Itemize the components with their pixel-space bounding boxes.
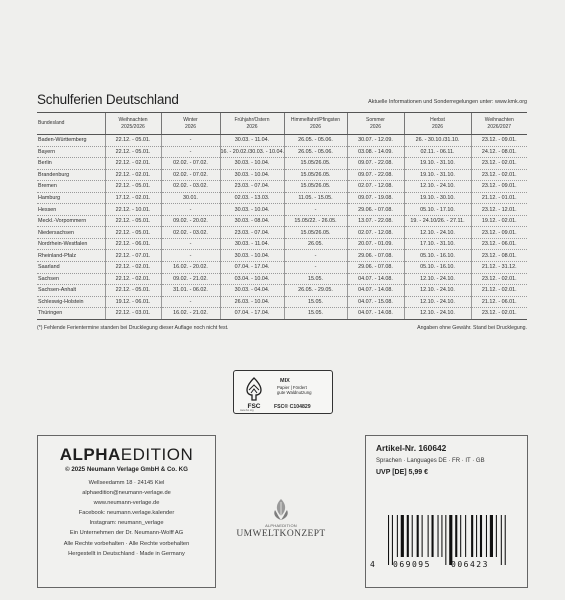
state-name: Baden-Württemberg [37,135,105,147]
holiday-period: 17.12. - 02.01. [105,192,161,204]
barcode-bar [460,515,461,557]
barcode-bar [412,515,413,557]
holiday-period: 30.03. - 10.04. [220,204,284,216]
holiday-period: 15.05/26.05. [284,227,347,239]
column-header-line: 2026 [431,123,444,130]
holiday-period: 04.07. - 14.08. [347,273,404,285]
column-header [347,113,404,135]
barcode-right-digits: 006423 [451,560,489,569]
table-body [37,135,527,320]
holiday-period: 03.04. - 10.04. [220,273,284,285]
column-header [161,113,220,135]
holiday-period: 30.03. - 11.04. [220,135,284,147]
barcode-bar [428,515,429,557]
holiday-period: 29.06. - 07.08. [347,262,404,274]
holiday-period: - [161,238,220,250]
holiday-period: 04.07. - 14.08. [347,285,404,297]
state-name: Bayern [37,146,105,158]
barcode-bar [480,515,482,557]
header-row [37,113,527,135]
holiday-period: - [161,135,220,147]
column-header-line: Winter [183,117,198,123]
holiday-period: 23.03. - 07.04. [220,227,284,239]
column-header-line: 2026/2027 [487,123,512,130]
contact-line: Hergestellt in Deutschland · Made in Germany [68,550,185,557]
holiday-period: 15.05/22. - 26.05. [284,215,347,227]
contact-line: alphaedition@neumann-verlage.de [82,490,171,497]
fsc-line-2: gute Waldnutzung [277,390,312,395]
footnote: (*) Fehlende Ferientermine standen bei Drucklegung dieser Auflage noch nicht fest. [37,325,229,331]
table-header [37,113,527,135]
state-name: Schleswig-Holstein [37,296,105,308]
table-row [37,262,527,274]
holiday-period: 12.10. - 24.10. [404,285,471,297]
umweltkonzept-logo [229,498,333,539]
holiday-period: 03.08. - 14.09. [347,146,404,158]
holiday-period: 15.05. [284,308,347,320]
holiday-period: 26.05. - 29.05. [284,285,347,297]
holiday-period: 30.03. - 11.04. [220,238,284,250]
state-name: Sachsen [37,273,105,285]
holiday-period: 23.12. - 08.01. [471,250,527,262]
barcode-bar [471,515,473,557]
column-header [284,113,347,135]
holiday-period: 21.12. - 31.12. [471,262,527,274]
state-name: Sachsen-Anhalt [37,285,105,297]
barcode-bar [486,515,487,557]
fsc-url: www.fsc.org [240,409,254,412]
column-header-line: Weihnachten [484,117,514,123]
barcode-bar [417,515,419,557]
holiday-period: 07.04. - 17.04. [220,262,284,274]
article-number: Artikel-Nr. 160642 [376,443,447,453]
holiday-period: 20.07. - 01.09. [347,238,404,250]
holiday-period: 30.03. - 10.04. [220,158,284,170]
holiday-period: 12.10. - 24.10. [404,308,471,320]
fsc-description [277,385,329,395]
barcode-bar [505,515,506,565]
state-name: Hessen [37,204,105,216]
holiday-period: 12.10. - 24.10. [404,273,471,285]
logo-bold: ALPHA [59,445,121,464]
barcode-bar [501,515,502,565]
holiday-period: 19.12. - 06.01. [105,296,161,308]
alpha-edition-logo [38,445,215,465]
table-row [37,135,527,147]
holiday-period: 22.12. - 05.01. [105,285,161,297]
table-row [37,238,527,250]
holiday-period: 23.12. - 02.01. [471,273,527,285]
disclaimer: Angaben ohne Gewähr. Stand bei Drucklegung. [417,325,527,331]
publisher-contact [38,478,215,559]
holiday-period: 21.12. - 01.01. [471,192,527,204]
holiday-period: 29.06. - 07.08. [347,204,404,216]
holiday-period: 02.02. - 03.02. [161,181,220,193]
holiday-period: 04.07. - 15.08. [347,296,404,308]
state-name: Rheinland-Pfalz [37,250,105,262]
holiday-period: 05.10. - 16.10. [404,262,471,274]
state-name: Meckl.-Vorpommern [37,215,105,227]
column-header-line: 2026 [184,123,197,130]
contact-line: www.neumann-verlage.de [93,500,160,507]
barcode-bar [490,515,493,557]
holiday-period: - [284,262,347,274]
table-row [37,273,527,285]
state-name: Saarland [37,262,105,274]
fsc-label [233,370,333,414]
column-header-line: 2026 [309,123,322,130]
column-header [404,113,471,135]
barcode-bar [449,515,452,565]
state-name: Brandenburg [37,169,105,181]
fsc-line-1: Papier | Fördert [277,385,307,390]
holiday-period: 26. - 30.10./31.10. [404,135,471,147]
barcode-bar [388,515,389,565]
holiday-period: 22.12. - 06.01. [105,238,161,250]
article-box [365,435,528,588]
holiday-period: 15.05. [284,296,347,308]
holiday-period: 22.12. - 07.01. [105,250,161,262]
contact-line: Ein Unternehmen der Dr. Neumann-Wolff AG [69,530,184,537]
holiday-period: 30.03. - 08.04. [220,215,284,227]
holiday-period: 05.10. - 16.10. [404,250,471,262]
languages: Sprachen · Languages DE · FR · IT · GB [376,458,485,464]
holiday-period: 26.05. [284,238,347,250]
holiday-period: 19.10. - 31.10. [404,158,471,170]
holiday-period: 07.04. - 17.04. [220,308,284,320]
holiday-period: 23.12. - 02.01. [471,308,527,320]
leaf-icon [272,498,290,522]
column-header-line: Himmelfahrt/Pfingsten [290,117,341,123]
holiday-period: 02.07. - 12.08. [347,227,404,239]
holiday-period: 30.07. - 12.09. [347,135,404,147]
holiday-period: 23.03. - 07.04. [220,181,284,193]
column-header-line: Herbst [430,117,445,123]
holiday-period: 30.03. - 10.04. [220,250,284,262]
table-row [37,308,527,320]
barcode-bar [465,515,466,557]
state-name: Nordrhein-Westfalen [37,238,105,250]
fsc-code: FSC® C104829 [274,404,311,410]
holiday-period: 05.10. - 17.10. [404,204,471,216]
holiday-period: 12.10. - 24.10. [404,296,471,308]
barcode-left-digits: 069095 [393,560,431,569]
holiday-period: 23.12. - 09.01. [471,227,527,239]
holiday-period: - [284,204,347,216]
state-name: Berlin [37,158,105,170]
barcode-bar [438,515,439,557]
umwelt-small-label: ALPHAEDITION [265,523,297,528]
holiday-period: 21.12. - 02.01. [471,285,527,297]
holiday-period: 19.12. - 02.01. [471,215,527,227]
page-title: Schulferien Deutschland [37,92,179,107]
holiday-period: 23.12. - 09.01. [471,135,527,147]
holiday-period: 23.12. - 12.01. [471,204,527,216]
holiday-period: 02.02. - 03.02. [161,227,220,239]
barcode-bar [441,515,442,557]
table-row [37,146,527,158]
state-name: Bremen [37,181,105,193]
barcode-bar [392,515,393,565]
barcode-bar [445,515,446,565]
holiday-period: 22.12. - 10.01. [105,204,161,216]
table-row [37,250,527,262]
holiday-period: 02.03. - 13.03. [220,192,284,204]
holiday-period: - [284,250,347,262]
holiday-period: 30.01. [161,192,220,204]
column-header [220,113,284,135]
school-holidays-table [37,112,527,320]
holiday-period: 29.06. - 07.08. [347,250,404,262]
holiday-period: 15.05/26.05. [284,158,347,170]
holiday-period: 22.12. - 05.01. [105,135,161,147]
column-header-line: 2026 [369,123,382,130]
holiday-period: 02.02. - 07.02. [161,169,220,181]
holiday-period: 19.10. - 30.10. [404,192,471,204]
holiday-period: 22.12. - 05.01. [105,215,161,227]
holiday-period: 12.10. - 24.10. [404,181,471,193]
holiday-period: 26.05. - 05.06. [284,146,347,158]
holiday-period: 22.12. - 05.01. [105,146,161,158]
barcode-bar [422,515,423,557]
table-row [37,227,527,239]
holiday-period: 19.10. - 31.10. [404,169,471,181]
table-row [37,158,527,170]
column-header [37,113,105,135]
holiday-period: 30.03. - 04.04. [220,285,284,297]
holiday-period: 15.05. [284,273,347,285]
contact-line: Facebook: neumann.verlage.kalender [78,510,175,517]
holiday-period: 24.12. - 08.01. [471,146,527,158]
holiday-period: 21.12. - 06.01. [471,296,527,308]
holiday-period: 02.07. - 12.08. [347,181,404,193]
holiday-period: 22.12. - 02.01. [105,158,161,170]
barcode-bar [496,515,497,557]
holiday-period: - [161,250,220,262]
table-row [37,285,527,297]
column-header [105,113,161,135]
state-name: Hamburg [37,192,105,204]
column-header-line: Sommer [366,117,385,123]
holiday-period: 22.12. - 02.01. [105,262,161,274]
price-uvp: UVP [DE] 5,99 € [376,469,429,476]
holiday-period: 16.02. - 20.02. [161,262,220,274]
holiday-period: 09.07. - 22.08. [347,158,404,170]
holiday-period: 22.12. - 02.01. [105,169,161,181]
holiday-period: 09.07. - 19.08. [347,192,404,204]
holiday-period: 22.12. - 05.01. [105,227,161,239]
holiday-period: 16.02. - 21.02. [161,308,220,320]
column-header-line: 2026 [246,123,258,130]
column-header-line: 2025/2026 [121,123,145,130]
column-header-line: Frühjahr/Ostern [234,117,270,123]
holiday-period: 13.07. - 22.08. [347,215,404,227]
barcode-bar [397,515,398,557]
barcode-bar [432,515,434,557]
column-header-line: Bundesland [38,120,65,127]
holiday-period: 22.12. - 03.01. [105,308,161,320]
holiday-period: 17.10. - 31.10. [404,238,471,250]
holiday-period: 26.05. - 05.06. [284,135,347,147]
holiday-period: 09.02. - 20.02. [161,215,220,227]
holiday-period: 26.03. - 10.04. [220,296,284,308]
holiday-period: 31.01. - 06.02. [161,285,220,297]
holiday-period: 22.12. - 02.01. [105,273,161,285]
barcode-lead-digit: 4 [370,560,377,569]
holiday-period: 11.05. - 15.05. [284,192,347,204]
holiday-period: 09.07. - 22.08. [347,169,404,181]
table-row [37,181,527,193]
table-row [37,296,527,308]
contact-line: Instagram: neumann_verlage [89,520,164,527]
holiday-period: 23.12. - 09.01. [471,181,527,193]
info-link-text: Aktuelle Informationen und Sonderregelungen unter: www.kmk.org [368,99,527,105]
holiday-period: 15.05/26.05. [284,181,347,193]
fsc-tree-icon [240,376,268,410]
holiday-period: 30.03. - 10.04. [220,169,284,181]
table-row [37,169,527,181]
svg-text:FSC: FSC [247,403,261,410]
contact-line: Alle Rechte vorbehalten · Alle Rechte vorbehalten [63,540,190,547]
publisher-box [37,435,216,588]
table-row [37,215,527,227]
holiday-period: 23.12. - 02.01. [471,169,527,181]
column-header-line: Weihnachten [118,117,148,123]
holiday-period: 16. - 20.02./30.03. - 10.04. [220,146,284,158]
holiday-period: 15.05/26.05. [284,169,347,181]
holiday-period: 23.12. - 02.01. [471,158,527,170]
table-row [37,192,527,204]
state-name: Thüringen [37,308,105,320]
holiday-period: 22.12. - 05.01. [105,181,161,193]
holiday-period: 23.12. - 06.01. [471,238,527,250]
holiday-period: - [161,146,220,158]
logo-light: EDITION [120,445,194,464]
state-name: Niedersachsen [37,227,105,239]
holiday-period: 02.11. - 06.11. [404,146,471,158]
holiday-period: 09.02. - 21.02. [161,273,220,285]
holiday-period: - [161,204,220,216]
holiday-period: 02.02. - 07.02. [161,158,220,170]
umwelt-big-label: UMWELTKONZEPT [236,529,326,539]
holiday-period: - [161,296,220,308]
fsc-mix: MIX [280,378,290,384]
column-header [471,113,527,135]
barcode-bar [476,515,477,557]
table-row [37,204,527,216]
barcode-bar [407,515,409,557]
holiday-period: 19. - 24.10/26. - 27.11. [404,215,471,227]
barcode-bar [455,515,457,557]
copyright: © 2025 Neumann Verlage GmbH & Co. KG [65,466,188,473]
holiday-period: 04.07. - 14.08. [347,308,404,320]
contact-line: Wellseedamm 18 · 24145 Kiel [88,480,165,486]
holiday-period: 12.10. - 24.10. [404,227,471,239]
barcode-bar [401,515,404,557]
